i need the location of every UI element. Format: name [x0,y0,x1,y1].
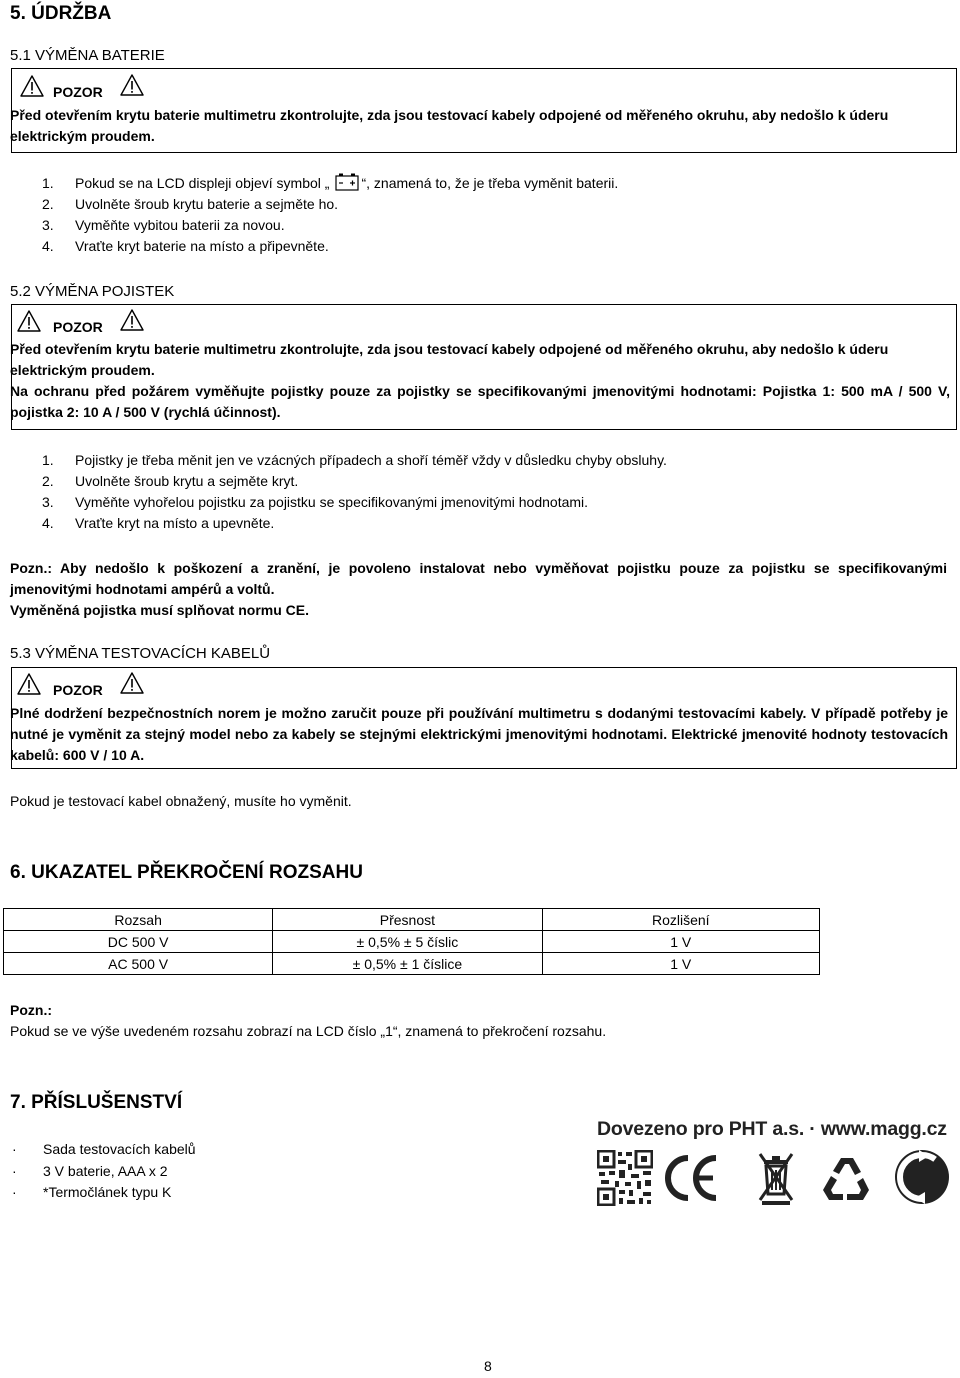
warning-label: POZOR [53,84,103,100]
warning-box-5-1 [11,68,957,153]
table-cell: ± 0,5% ± 1 číslice [273,953,542,975]
section-5-2-title: 5.2 VÝMĚNA POJISTEK [10,283,175,300]
cable-exposed-text: Pokud je testovací kabel obnažený, musíte ho vyměnit. [10,793,352,809]
table-cell: 1 V [542,931,819,953]
weee-bin-icon [757,1150,795,1206]
section-7-title: 7. PŘÍSLUŠENSTVÍ [10,1092,183,1113]
warning-text: Před otevřením krytu baterie multimetru zkontrolujte, zda jsou testovací kabely odpojené od měřeného okruhu, aby nedošlo k úderu elektrickým proudem. [10,107,889,144]
warning-triangle-icon [17,673,41,695]
list-item: · 3 V baterie, AAA x 2 [12,1162,168,1179]
list-item: 4. Vraťte kryt baterie na místo a připevněte. [42,238,329,254]
note-text: Aby nedošlo k poškození a zranění, je povoleno instalovat nebo vyměňovat pojistku pouze za pojistku se specifikovanými jmenovitými hodnotami ampérů a voltů. [10,560,947,597]
list-item: 2. Uvolněte šroub krytu a sejměte kryt. [42,473,299,489]
warning-triangle-icon [120,74,144,96]
section-6-title: 6. UKAZATEL PŘEKROČENÍ ROZSAHU [10,862,363,883]
table-row [4,953,820,975]
table-cell: DC 500 V [4,931,273,953]
list-item: · *Termočlánek typu K [12,1184,172,1200]
fuse-note [10,558,947,600]
warning-triangle-icon [120,672,144,694]
section-5-1-title: 5.1 VÝMĚNA BATERIE [10,47,165,64]
section-5-title: 5. ÚDRŽBA [10,3,112,24]
warning-label: POZOR [53,682,103,698]
list-item: 1. Pojistky je třeba měnit jen ve vzácných případech a shoří téměř vždy v důsledku chyby obsluhy. [42,452,667,468]
range-note-text: Pokud se ve výše uvedeném rozsahu zobrazí na LCD číslo „1“, znamená to překročení rozsahu. [10,1023,607,1039]
recycling-icon [819,1150,875,1206]
certification-logos [597,1118,952,1212]
warning-triangle-icon [17,310,41,332]
warning-box-5-2 [11,304,957,430]
list-item: 3. Vyměňte vyhořelou pojistku za pojistku se specifikovanými jmenovitými hodnotami. [42,494,589,510]
battery-steps-list [42,173,618,257]
warning-text: Před otevřením krytu baterie multimetru zkontrolujte, zda jsou testovací kabely odpojené od měřeného okruhu, aby nedošlo k úderu elektrickým proudem. [10,341,889,378]
page-number: 8 [484,1358,492,1374]
table-cell: 1 V [542,953,819,975]
table-header: Rozsah [4,909,273,931]
green-dot-icon [893,1148,951,1206]
ce-mark-icon [665,1152,719,1204]
table-cell: ± 0,5% ± 5 číslic [273,931,542,953]
warning-triangle-icon [120,309,144,331]
list-item: 4. Vraťte kryt na místo a upevněte. [42,515,275,531]
warning-label: POZOR [53,319,103,335]
table-row [4,931,820,953]
warning-text: Plné dodržení bezpečnostních norem je možno zaručit pouze při používání multimetru s dodanými testovacími kabely. V případě potřeby je nutné je vyměnit za stejný model nebo za kabely se stejnými elektrickými jmenovitými hodnotami. Elektrické jmenovité hodnoty testovacích kabelů: 600 V / 10 A. [10,705,948,763]
table-cell: AC 500 V [4,953,273,975]
note-label: Pozn.: [10,560,52,576]
list-item: · Sada testovacích kabelů [12,1141,196,1157]
range-table [3,908,820,975]
table-header: Přesnost [273,909,542,931]
accessories-list [12,1139,196,1204]
fuse-steps-list [42,450,667,534]
table-header: Rozlišení [542,909,819,931]
warning-triangle-icon [20,75,44,97]
warning-text-fuse-ratings: Na ochranu před požárem vyměňujte pojistky pouze za pojistky se specifikovanými jmenovitými hodnotami: Pojistka 1: 500 mA / 500 V, pojistka 2: 10 A / 500 V (rychlá účinnost). [10,383,950,420]
list-item: 1. Pokud se na LCD displeji objeví symbol „ “, znamená to, že je třeba vyměnit baterii. [42,175,619,191]
range-note-label: Pozn.: [10,1002,52,1018]
table-header-row [4,909,820,931]
list-item: 2. Uvolněte šroub krytu baterie a sejměte ho. [42,196,339,212]
list-item: 3. Vyměňte vybitou baterii za novou. [42,217,285,233]
qr-code-icon [597,1150,653,1206]
fuse-note-ce: Vyměněná pojistka musí splňovat normu CE. [10,602,309,618]
battery-icon [335,173,359,191]
warning-box-5-3 [11,667,957,769]
importer-text: Dovezeno pro PHT a.s. · www.magg.cz [597,1118,947,1140]
section-5-3-title: 5.3 VÝMĚNA TESTOVACÍCH KABELŮ [10,645,271,662]
